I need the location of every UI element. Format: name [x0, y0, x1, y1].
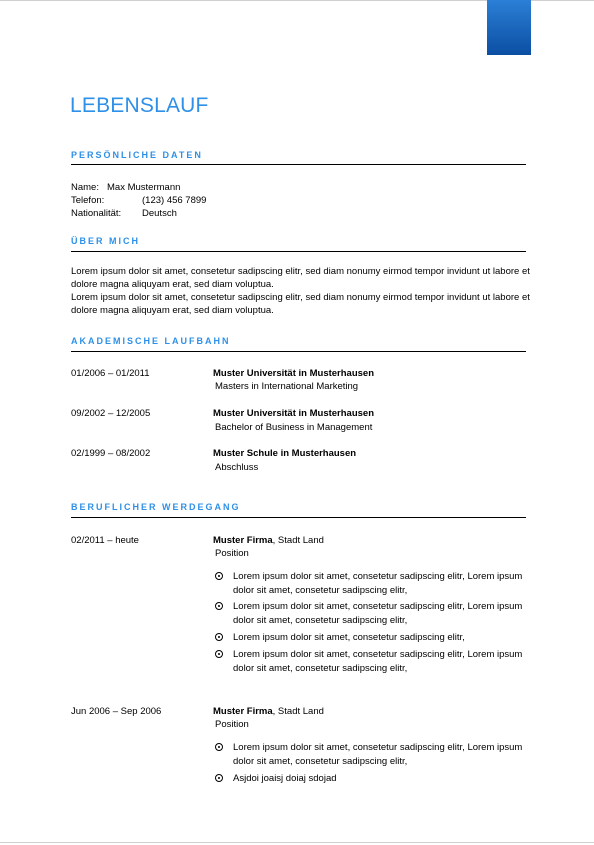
- career-bullet-text: Lorem ipsum dolor sit amet, consetetur sadipscing elitr, Lorem ipsum dolor sit amet, consetetur sadipscing elitr,: [233, 571, 523, 596]
- name-value: Max Mustermann: [107, 182, 181, 193]
- section-heading-personal: PERSÖNLICHE DATEN: [71, 150, 203, 160]
- career-bullet-text: Asjdoi joaisj doiaj sdojad: [233, 773, 337, 784]
- section-divider: [71, 351, 526, 352]
- nationality-label: Nationalität:: [71, 208, 122, 219]
- education-degree: Abschluss: [215, 462, 259, 473]
- career-employer: [213, 705, 324, 718]
- resume-title: LEBENSLAUF: [70, 94, 209, 117]
- career-company: Muster Firma: [213, 706, 273, 717]
- circle-bullet-icon: [215, 633, 223, 641]
- career-employer: [213, 534, 324, 547]
- about-paragraph: Lorem ipsum dolor sit amet, consetetur sadipscing elitr, sed diam nonumy eirmod tempor invidunt ut labore et dolore magna aliquyam erat, sed diam voluptua.: [71, 292, 530, 316]
- section-heading-career: BERUFLICHER WERDEGANG: [71, 502, 241, 512]
- career-location: , Stadt Land: [272, 535, 324, 546]
- section-divider: [71, 517, 526, 518]
- accent-block: [487, 0, 531, 55]
- career-bullet-text: Lorem ipsum dolor sit amet, consetetur sadipscing elitr, Lorem ipsum dolor sit amet, consetetur sadipscing elitr,: [233, 649, 523, 674]
- education-dates: 09/2002 – 12/2005: [71, 408, 151, 419]
- nationality-value: Deutsch: [142, 208, 177, 219]
- section-divider: [71, 251, 526, 252]
- career-bullet-text: Lorem ipsum dolor sit amet, consetetur sadipscing elitr,: [233, 632, 465, 643]
- education-degree: Bachelor of Business in Management: [215, 422, 373, 433]
- circle-bullet-icon: [215, 572, 223, 580]
- education-institution: Muster Schule in Musterhausen: [213, 448, 357, 459]
- education-institution: Muster Universität in Musterhausen: [213, 368, 375, 379]
- name-label: Name:: [71, 182, 99, 193]
- career-position: Position: [215, 719, 249, 730]
- circle-bullet-icon: [215, 774, 223, 782]
- career-company: Muster Firma: [213, 535, 273, 546]
- career-bullet-text: Lorem ipsum dolor sit amet, consetetur sadipscing elitr, Lorem ipsum dolor sit amet, consetetur sadipscing elitr,: [233, 601, 523, 626]
- circle-bullet-icon: [215, 602, 223, 610]
- page-bottom-edge: [0, 842, 594, 843]
- education-degree: Masters in International Marketing: [215, 381, 359, 392]
- education-dates: 02/1999 – 08/2002: [71, 448, 151, 459]
- career-dates: Jun 2006 – Sep 2006: [71, 706, 162, 717]
- section-divider: [71, 164, 526, 165]
- phone-value: (123) 456 7899: [142, 195, 207, 206]
- section-heading-education: AKADEMISCHE LAUFBAHN: [71, 336, 231, 346]
- phone-label: Telefon:: [71, 195, 105, 206]
- education-institution: Muster Universität in Musterhausen: [213, 408, 375, 419]
- career-bullet-text: Lorem ipsum dolor sit amet, consetetur sadipscing elitr, Lorem ipsum dolor sit amet, consetetur sadipscing elitr,: [233, 742, 523, 767]
- education-dates: 01/2006 – 01/2011: [71, 368, 150, 379]
- section-heading-about: ÜBER MICH: [71, 236, 140, 246]
- about-paragraph: Lorem ipsum dolor sit amet, consetetur sadipscing elitr, sed diam nonumy eirmod tempor invidunt ut labore et dolore magna aliquyam erat, sed diam voluptua.: [71, 266, 530, 290]
- circle-bullet-icon: [215, 650, 223, 658]
- career-position: Position: [215, 548, 249, 559]
- career-dates: 02/2011 – heute: [71, 535, 139, 546]
- circle-bullet-icon: [215, 743, 223, 751]
- career-location: , Stadt Land: [272, 706, 324, 717]
